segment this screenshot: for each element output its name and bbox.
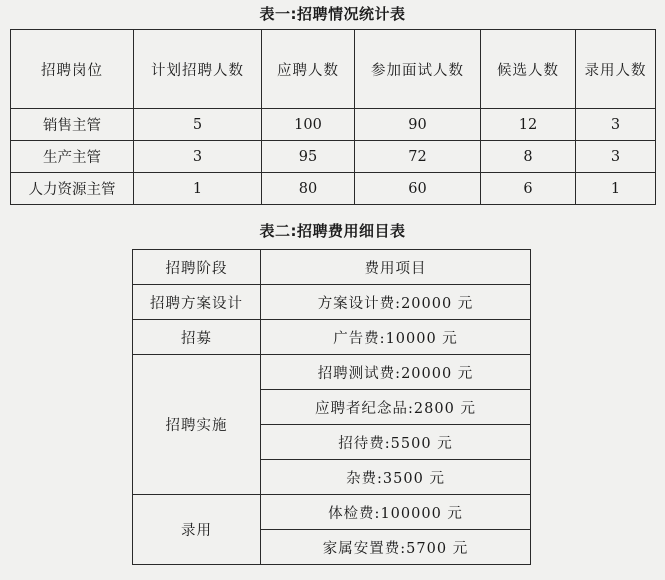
header-position: 招聘岗位 xyxy=(11,30,134,109)
cell-hired: 3 xyxy=(576,141,656,173)
cell-hired: 3 xyxy=(576,109,656,141)
table-row xyxy=(11,109,656,141)
cell-stage: 录用 xyxy=(133,495,261,565)
cell-interviewed: 90 xyxy=(355,109,481,141)
cell-planned: 3 xyxy=(134,141,262,173)
cell-cost-item: 招待费:5500 元 xyxy=(261,425,531,460)
table-row xyxy=(133,285,531,320)
cell-cost-item: 方案设计费:20000 元 xyxy=(261,285,531,320)
cell-candidates: 6 xyxy=(481,173,576,205)
table-row xyxy=(133,320,531,355)
header-planned: 计划招聘人数 xyxy=(134,30,262,109)
cell-stage: 招聘方案设计 xyxy=(133,285,261,320)
cell-position: 人力资源主管 xyxy=(11,173,134,205)
table1-title: 表一:招聘情况统计表 xyxy=(259,5,406,23)
table-row xyxy=(11,173,656,205)
table-row xyxy=(133,495,531,530)
recruitment-cost-table xyxy=(132,249,531,565)
cell-stage: 招聘实施 xyxy=(133,355,261,495)
cell-cost-item: 广告费:10000 元 xyxy=(261,320,531,355)
header-cost-item: 费用项目 xyxy=(261,250,531,285)
cell-planned: 5 xyxy=(134,109,262,141)
cell-applicants: 95 xyxy=(262,141,355,173)
cell-position: 生产主管 xyxy=(11,141,134,173)
cell-applicants: 100 xyxy=(262,109,355,141)
cell-interviewed: 72 xyxy=(355,141,481,173)
cell-cost-item: 家属安置费:5700 元 xyxy=(261,530,531,565)
table-header-row xyxy=(11,30,656,109)
cell-planned: 1 xyxy=(134,173,262,205)
header-stage: 招聘阶段 xyxy=(133,250,261,285)
cell-interviewed: 60 xyxy=(355,173,481,205)
table-header-row xyxy=(133,250,531,285)
table2-title: 表二:招聘费用细目表 xyxy=(259,222,406,240)
recruitment-stats-table xyxy=(10,29,656,205)
cell-cost-item: 体检费:100000 元 xyxy=(261,495,531,530)
header-hired: 录用人数 xyxy=(576,30,656,109)
table-row xyxy=(11,141,656,173)
cell-position: 销售主管 xyxy=(11,109,134,141)
cell-candidates: 12 xyxy=(481,109,576,141)
table-row xyxy=(133,355,531,390)
cell-cost-item: 招聘测试费:20000 元 xyxy=(261,355,531,390)
cell-hired: 1 xyxy=(576,173,656,205)
cell-cost-item: 应聘者纪念品:2800 元 xyxy=(261,390,531,425)
cell-stage: 招募 xyxy=(133,320,261,355)
header-interviewed: 参加面试人数 xyxy=(355,30,481,109)
header-applicants: 应聘人数 xyxy=(262,30,355,109)
header-candidates: 候选人数 xyxy=(481,30,576,109)
cell-candidates: 8 xyxy=(481,141,576,173)
cell-applicants: 80 xyxy=(262,173,355,205)
cell-cost-item: 杂费:3500 元 xyxy=(261,460,531,495)
